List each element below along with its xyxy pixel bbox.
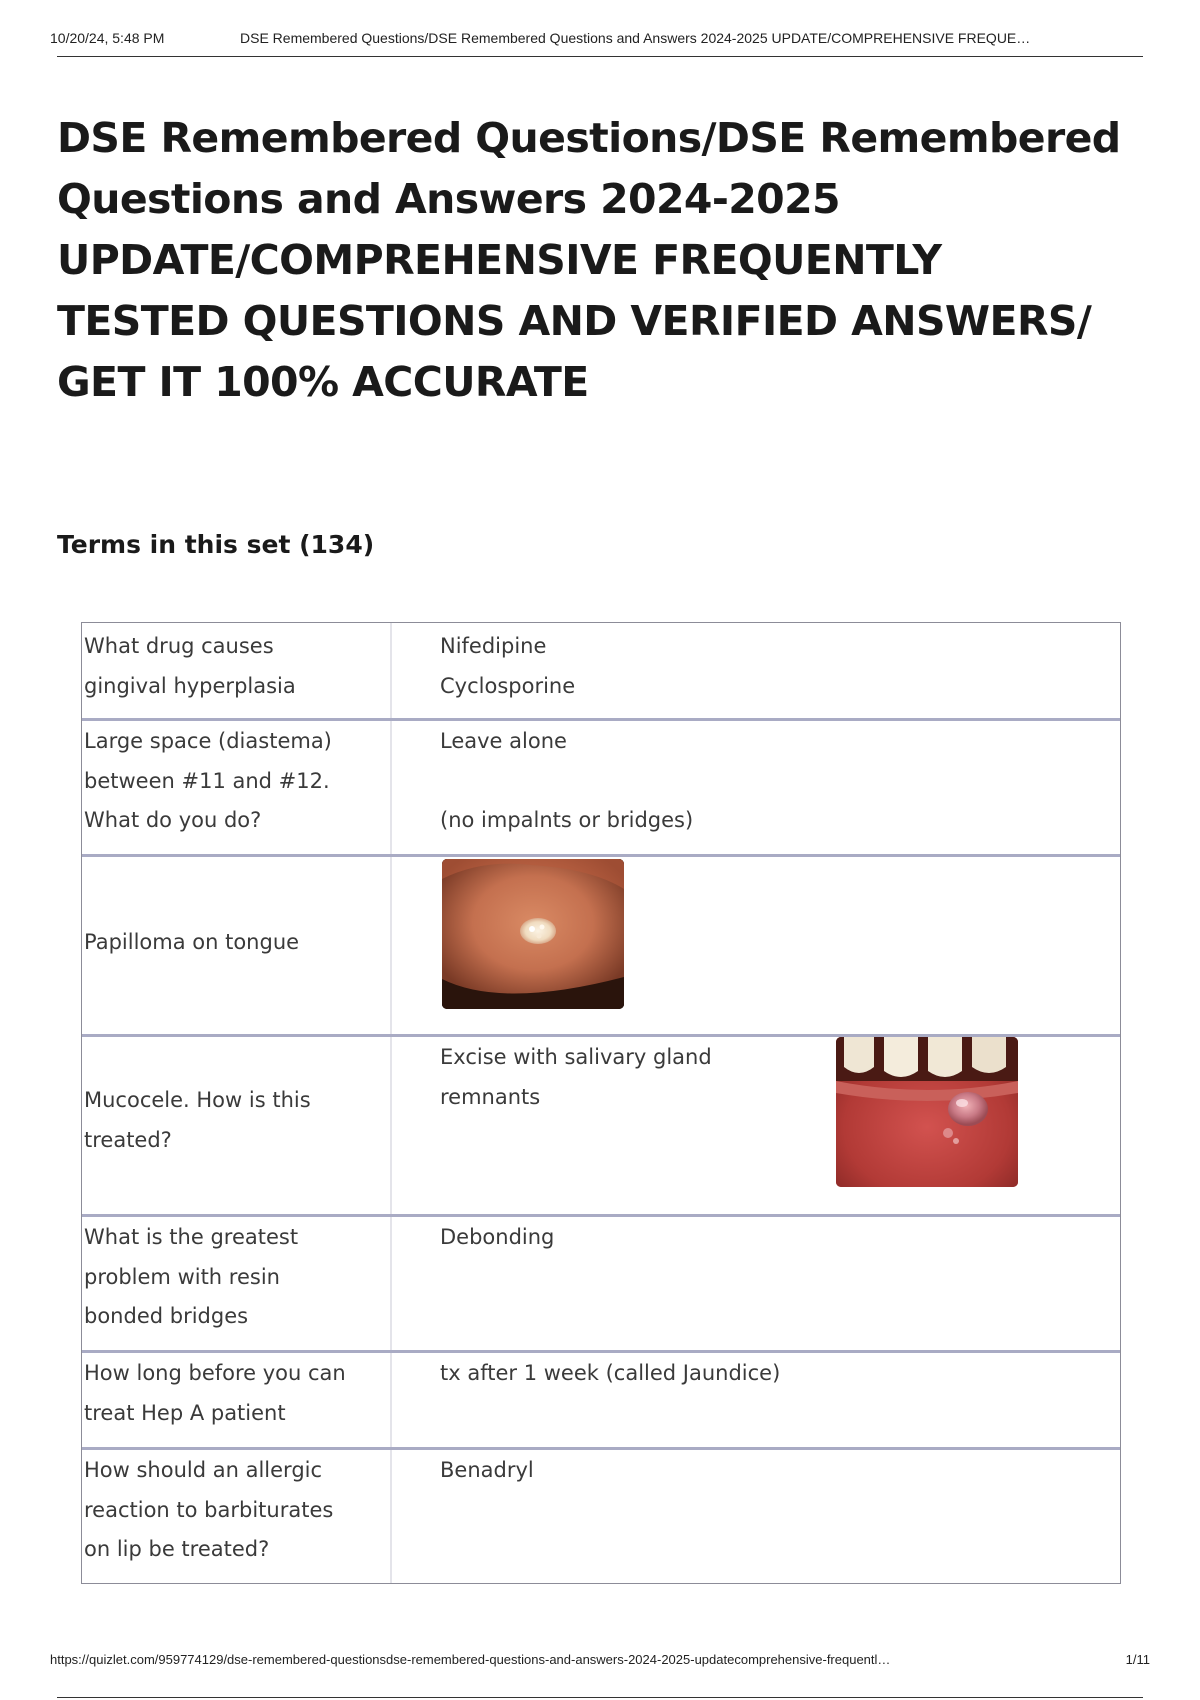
term-text: Papilloma on tongue — [84, 930, 300, 954]
terms-table — [81, 622, 1121, 1584]
column-divider — [390, 1353, 392, 1447]
term-text: Large space (diastema) between #11 and #12. What do you do? — [84, 729, 332, 832]
column-divider — [390, 721, 392, 854]
term-row — [82, 1447, 1120, 1583]
terms-count-heading: Terms in this set (134) — [57, 530, 375, 559]
term-row — [82, 854, 1120, 1034]
term-text: What is the greatest problem with resin bonded bridges — [84, 1225, 299, 1328]
print-datetime: 10/20/24, 5:48 PM — [50, 30, 165, 46]
header-rule — [57, 56, 1143, 57]
term-text: How long before you can treat Hep A patient — [84, 1361, 346, 1425]
page-url-link[interactable]: https://quizlet.com/959774129/dse-remembered-questionsdse-remembered-questions-and-answers-2024-2025-updatecomprehensive-frequentl… — [50, 1652, 891, 1667]
definition-text: Leave alone (no impalnts or bridges) — [440, 729, 694, 832]
title-line: Questions and Answers 2024-2025 — [57, 175, 840, 223]
definition-text: tx after 1 week (called Jaundice) — [440, 1361, 781, 1385]
definition-text: Benadryl — [440, 1458, 534, 1482]
title-line: DSE Remembered Questions/DSE Remembered — [57, 114, 1121, 162]
column-divider — [390, 1450, 392, 1583]
column-divider — [390, 1217, 392, 1350]
title-line: UPDATE/COMPREHENSIVE FREQUENTLY — [57, 236, 942, 284]
term-text: Mucocele. How is this treated? — [84, 1088, 311, 1152]
term-row — [82, 718, 1120, 854]
term-row — [82, 623, 1120, 718]
print-doc-title: DSE Remembered Questions/DSE Remembered Questions and Answers 2024-2025 UPDATE/COMPREHENSIVE FREQUE… — [240, 30, 1031, 46]
footer-rule — [57, 1697, 1143, 1698]
term-row — [82, 1350, 1120, 1447]
mucocele-lip-image — [836, 1037, 1018, 1187]
term-row — [82, 1034, 1120, 1214]
term-text: What drug causes gingival hyperplasia — [84, 634, 296, 698]
definition-text: Excise with salivary gland remnants — [440, 1045, 712, 1109]
page-title — [57, 108, 1157, 413]
title-line: TESTED QUESTIONS AND VERIFIED ANSWERS/ — [57, 297, 1092, 345]
papilloma-tongue-image — [442, 859, 624, 1009]
definition-text: Nifedipine Cyclosporine — [440, 634, 576, 698]
column-divider — [390, 1037, 392, 1214]
column-divider — [390, 857, 392, 1034]
title-line: GET IT 100% ACCURATE — [57, 358, 589, 406]
definition-text: Debonding — [440, 1225, 555, 1249]
page-number: 1/11 — [1125, 1652, 1150, 1667]
column-divider — [390, 623, 392, 718]
term-text: How should an allergic reaction to barbiturates on lip be treated? — [84, 1458, 334, 1561]
term-row — [82, 1214, 1120, 1350]
